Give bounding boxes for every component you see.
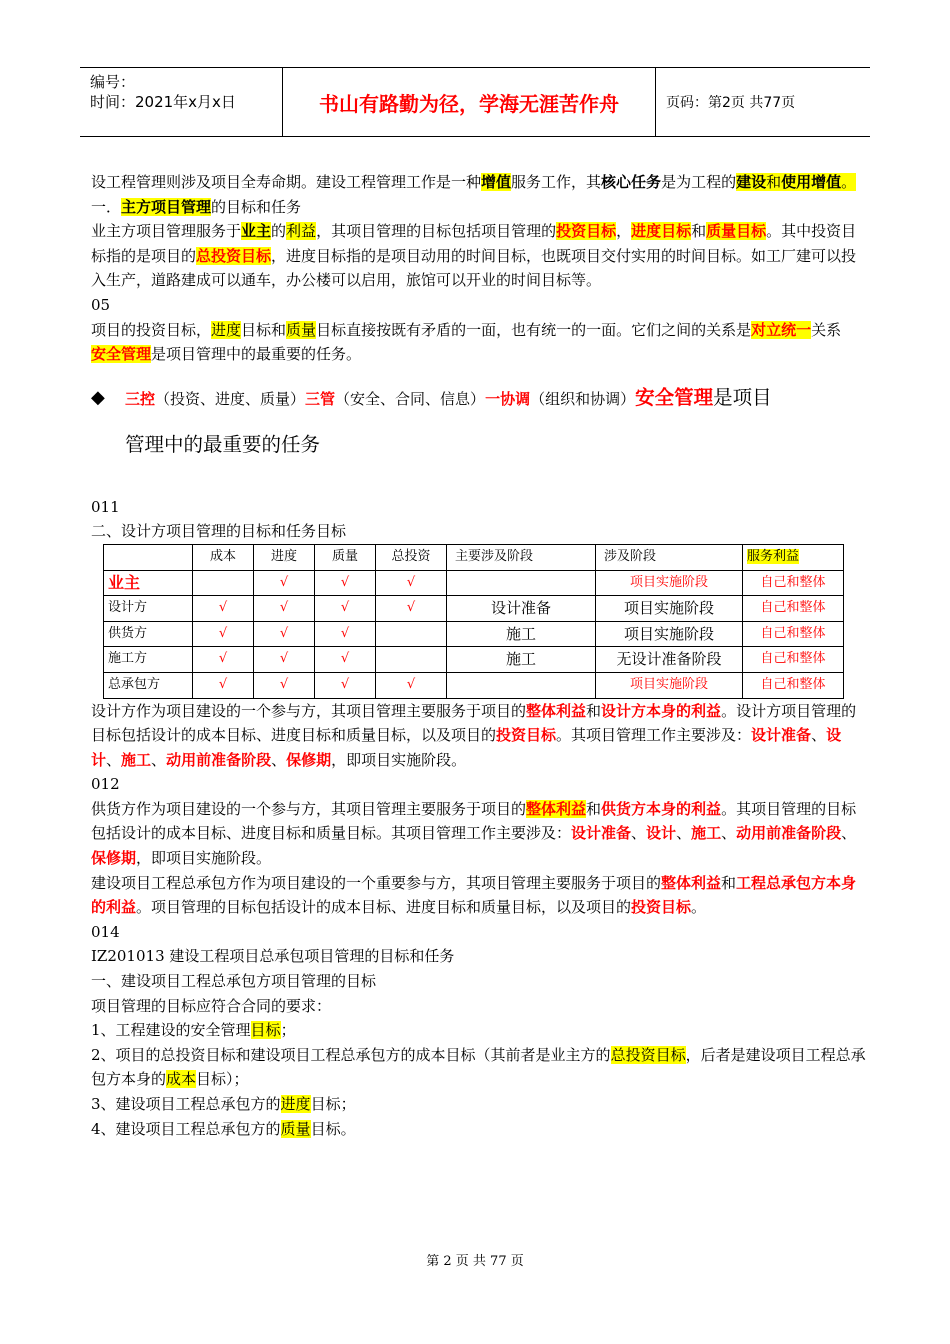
table-header-cell: 涉及阶段	[596, 544, 743, 570]
table-cell: 施工	[447, 647, 596, 673]
list-item: 4、建设项目工程总承包方的质量目标。	[91, 1119, 356, 1138]
table-cell: 项目实施阶段	[596, 596, 743, 622]
number-label: 编号：	[90, 73, 136, 91]
table-cell: 自己和整体	[743, 570, 844, 596]
table-row	[104, 621, 844, 647]
list-item: 1、工程建设的安全管理目标；	[91, 1021, 296, 1040]
table-cell: 自己和整体	[743, 596, 844, 622]
page-header	[80, 67, 870, 137]
table-cell: 项目实施阶段	[596, 570, 743, 596]
table-cell: 项目实施阶段	[596, 672, 743, 698]
table-cell: √	[254, 672, 315, 698]
table-cell: 供货方	[104, 621, 193, 647]
paragraph: 供货方作为项目建设的一个参与方，其项目管理主要服务于项目的整体利益和供货方本身的利益。其项目管理的目标包括设计的成本目标、进度目标和质量目标。其项目管理工作主要涉及：设计准备、设计、施工、动用前准备阶段、保修期，即项目实施阶段。	[91, 799, 857, 868]
table-header-cell	[104, 544, 193, 570]
list-item: 2、项目的总投资目标和建设项目工程总承包方的成本目标（其前者是业主方的总投资目标，后者是建设项目工程总承包方本身的成本目标）；	[91, 1045, 866, 1089]
table-cell: √	[193, 596, 254, 622]
table-cell: √	[254, 596, 315, 622]
date-label: 时间：2021年x月x日	[90, 93, 236, 111]
table-cell: 施工	[447, 621, 596, 647]
table-cell: 自己和整体	[743, 672, 844, 698]
goals-table	[103, 544, 844, 699]
header-motto: 书山有路勤为径，学海无涯苦作舟	[283, 68, 656, 136]
table-header-row	[104, 544, 844, 570]
paragraph: 设计方作为项目建设的一个参与方，其项目管理主要服务于项目的整体利益和设计方本身的利益。设计方项目管理的目标包括设计的成本目标、进度目标和质量目标，以及项目的投资目标。其项目管理工作主要涉及：设计准备、设计、施工、动用前准备阶段、保修期，即项目实施阶段。	[91, 701, 857, 769]
table-cell: √	[193, 647, 254, 673]
table-cell: √	[376, 570, 447, 596]
table-cell: 业主	[104, 570, 193, 596]
table-header-cell: 总投资	[376, 544, 447, 570]
table-cell: √	[376, 596, 447, 622]
table-row	[104, 570, 844, 596]
table-row	[104, 672, 844, 698]
table-cell	[447, 570, 596, 596]
paragraph: 项目的投资目标，进度目标和质量目标直接按既有矛盾的一面，也有统一的一面。它们之间的关系是对立统一关系	[91, 320, 842, 339]
table-cell: √	[376, 672, 447, 698]
table-cell	[447, 672, 596, 698]
header-meta	[80, 68, 283, 136]
table-cell: √	[254, 647, 315, 673]
table-cell: √	[254, 570, 315, 596]
page-footer: 第 2 页 共 77 页	[426, 1254, 524, 1269]
paragraph: 安全管理是项目管理中的最重要的任务。	[91, 345, 362, 364]
document-body	[91, 170, 866, 1141]
header-page-info: 页码：第2页 共77页	[666, 95, 796, 111]
section-heading: 二、设计方项目管理的目标和任务目标	[91, 522, 347, 541]
table-cell: √	[193, 621, 254, 647]
table-cell	[193, 570, 254, 596]
table-header-cell: 成本	[193, 544, 254, 570]
table-row	[104, 596, 844, 622]
section-heading: 一．主方项目管理的目标和任务	[91, 197, 302, 216]
table-cell: 自己和整体	[743, 647, 844, 673]
table-header-cell: 进度	[254, 544, 315, 570]
key-point-bullet: ◆ 三控（投资、进度、质量）三管（安全、合同、信息）一协调（组织和协调）安全管理是项目	[91, 373, 866, 424]
code-label: 014	[91, 922, 120, 941]
paragraph: 项目管理的目标应符合合同的要求：	[91, 996, 332, 1015]
table-header-cell: 质量	[315, 544, 376, 570]
table-cell: √	[315, 596, 376, 622]
paragraph: 设工程管理则涉及项目全寿命期。建设工程管理工作是一种增值服务工作，其核心任务是为工程的建设和使用增值。	[91, 173, 857, 191]
table-cell: √	[315, 672, 376, 698]
table-cell: 总承包方	[104, 672, 193, 698]
table-cell: √	[315, 570, 376, 596]
table-cell	[376, 647, 447, 673]
table-cell: √	[315, 621, 376, 647]
table-cell: 自己和整体	[743, 621, 844, 647]
table-cell: 无设计准备阶段	[596, 647, 743, 673]
table-header-cell: 服务利益	[743, 544, 844, 570]
table-cell	[376, 621, 447, 647]
table-cell: √	[193, 672, 254, 698]
diamond-bullet-icon: ◆	[91, 386, 105, 408]
table-cell: 施工方	[104, 647, 193, 673]
table-cell: √	[315, 647, 376, 673]
list-item: 3、建设项目工程总承包方的进度目标；	[91, 1095, 356, 1113]
table-header-cell: 主要涉及阶段	[447, 544, 596, 570]
table-row	[104, 647, 844, 673]
key-point-continuation: 管理中的最重要的任务	[125, 432, 321, 456]
section-heading: IZ201013 建设工程项目总承包项目管理的目标和任务	[91, 947, 455, 966]
section-heading: 一、建设项目工程总承包方项目管理的目标	[91, 972, 377, 991]
paragraph: 建设项目工程总承包方作为项目建设的一个重要参与方，其项目管理主要服务于项目的整体利益和工程总承包方本身的利益。项目管理的目标包括设计的成本目标、进度目标和质量目标，以及项目的投资目标。	[91, 873, 857, 917]
code-label: 011	[91, 497, 120, 516]
table-cell: √	[254, 621, 315, 647]
table-cell: 设计准备	[447, 596, 596, 622]
paragraph: 业主方项目管理服务于业主的利益，其项目管理的目标包括项目管理的投资目标，进度目标和质量目标。其中投资目标指的是项目的总投资目标，进度目标指的是项目动用的时间目标，也既项目交付实用的时间目标。如工厂建可以投入生产，道路建成可以通车，办公楼可以启用，旅馆可以开业的时间目标等。	[91, 222, 857, 290]
code-label: 05	[91, 295, 111, 314]
table-cell: 设计方	[104, 596, 193, 622]
table-cell: 项目实施阶段	[596, 621, 743, 647]
code-label: 012	[91, 775, 120, 794]
